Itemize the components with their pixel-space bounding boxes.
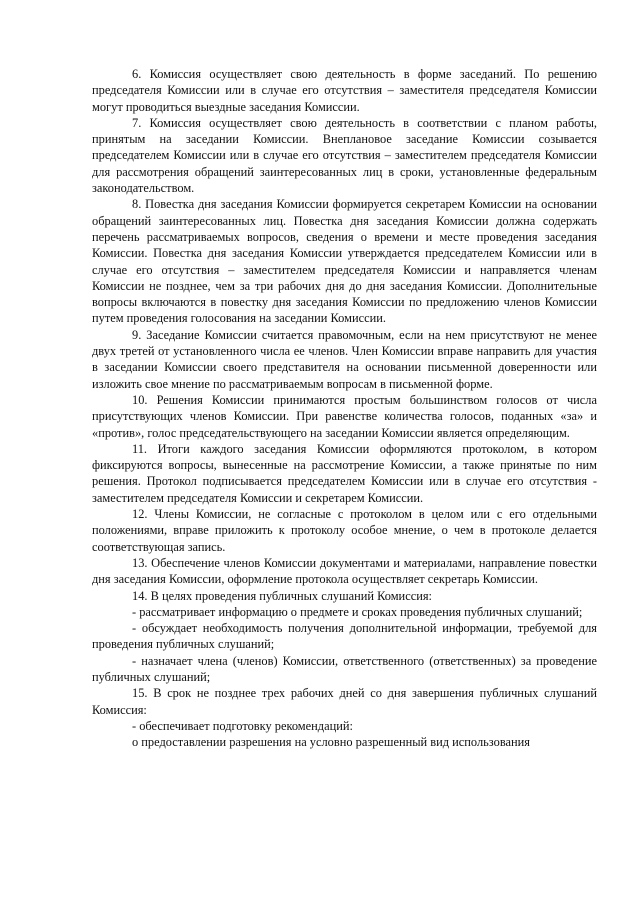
paragraph-13: 13. Обеспечение членов Комиссии документами и материалами, направление повестки дня заседания Комиссии, оформление протокола осуществляет секретарь Комиссии. <box>92 555 597 587</box>
paragraph-15: 15. В срок не позднее трех рабочих дней со дня завершения публичных слушаний Комиссия: <box>92 686 597 717</box>
paragraph-9: 9. Заседание Комиссии считается правомочным, если на нем присутствуют не менее двух третей от установленного числа ее членов. Член Комиссии вправе направить для участия в заседании Комиссии своего представителя на основании письменной доверенности или изложить свое мнение по рассматриваемым вопросам в письменной форме. <box>92 327 597 391</box>
paragraph-7: 7. Комиссия осуществляет свою деятельность в соответствии с планом работы, принятым на заседании Комиссии. Внеплановое заседание Комиссии созывается председателем Комиссии или в случае его отсутствия – заместителем председателя Комиссии для рассмотрения обращений заинтересованных лиц в сроки, установленные федеральным законодательством. <box>92 115 597 196</box>
paragraph-14-item-1: - рассматривает информацию о предмете и сроках проведения публичных слушаний; <box>132 604 583 619</box>
paragraph-10: 10. Решения Комиссии принимаются простым большинством голосов от числа присутствующих членов Комиссии. При равенстве количества голосов, поданных «за» и «против», голос председательствующего на заседании Комиссии является определяющим. <box>92 392 597 440</box>
paragraph-12: 12. Члены Комиссии, не согласные с протоколом в целом или с его отдельными положениями, вправе приложить к протоколу особое мнение, о чем в протоколе делается соответствующая запись. <box>92 507 597 554</box>
paragraph-14-item-3: - назначает члена (членов) Комиссии, ответственного (ответственных) за проведение публичных слушаний; <box>92 653 597 684</box>
paragraph-14-item-2: - обсуждает необходимость получения дополнительной информации, требуемой для проведения публичных слушаний; <box>92 621 597 652</box>
paragraph-6: 6. Комиссия осуществляет свою деятельность в форме заседаний. По решению председателя Комиссии или в случае его отсутствия – заместителя председателя Комиссии могут проводиться выездные заседания Комиссии. <box>92 67 597 114</box>
paragraph-15-item-1-continued: о предоставлении разрешения на условно разрешенный вид использования <box>132 735 530 750</box>
paragraph-15-item-1: - обеспечивает подготовку рекомендаций: <box>132 718 353 733</box>
paragraph-11: 11. Итоги каждого заседания Комиссии оформляются протоколом, в котором фиксируются вопросы, вынесенные на рассмотрение Комиссии, а также принятые по ним решения. Протокол подписывается председателем Комиссии или в случае его отсутствия - заместителем председателя Комиссии и секретарем Комиссии. <box>92 441 597 505</box>
paragraph-14: 14. В целях проведения публичных слушаний Комиссия: <box>132 588 432 603</box>
document-page <box>92 66 597 750</box>
paragraph-8: 8. Повестка дня заседания Комиссии формируется секретарем Комиссии на основании обращений заинтересованных лиц. Повестка дня заседания Комиссии должна содержать перечень рассматриваемых вопросов, сведения о времени и месте проведения заседания Комиссии. Повестка дня заседания Комиссии утверждается председателем Комиссии или в случае его отсутствия – заместителем председателя Комиссии и направляется членам Комиссии не позднее, чем за три рабочих дня до дня заседания Комиссии. Дополнительные вопросы включаются в повестку дня заседания Комиссии по предложению членов Комиссии путем проведения голосования на заседании Комиссии. <box>92 197 597 326</box>
